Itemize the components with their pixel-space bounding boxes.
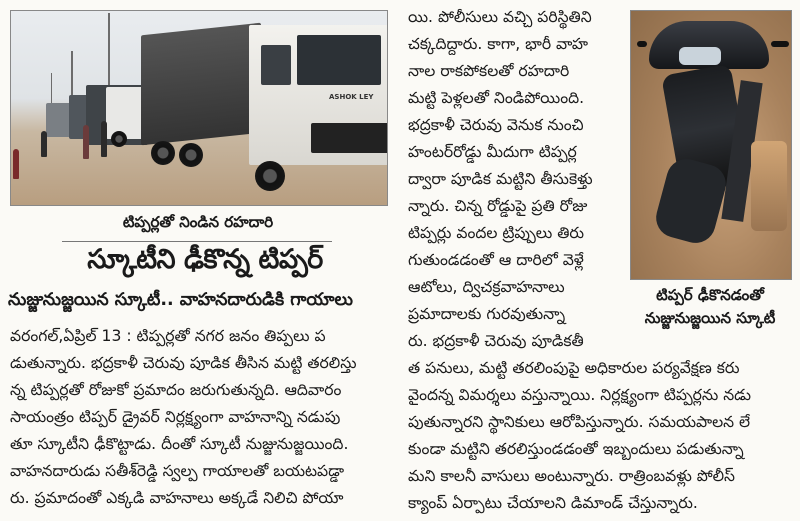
- body-line: ద్వారా పూడిక మట్టిని తీసుకెళ్తు: [408, 170, 593, 188]
- headline: స్కూటీని ఢీకొన్న టిప్పర్: [87, 244, 323, 275]
- body-line: నాల రాకపోకలతో రహదారి: [408, 62, 570, 80]
- body-line: చక్కదిద్దారు. కాగా, భారీ వాహ: [408, 35, 588, 53]
- body-line: మట్టి పెళ్లలతో నిండిపోయింది.: [408, 89, 585, 107]
- body-line: ఆటోలు, ద్విచక్రవాహనాలు: [408, 278, 565, 296]
- body-line: సాయంత్రం టిప్పర్ డ్రైవర్ నిర్లక్ష్యంగా వాహనాన్ని నడుపు: [10, 408, 341, 426]
- truck-plate: ASHOK LEY: [329, 93, 374, 101]
- body-line: న్న టిప్పర్లతో రోజుకో ప్రమాదం జరుగుతున్నది. ఆదివారం: [10, 381, 342, 399]
- body-line: మని కాలనీ వాసులు అంటున్నారు. రాత్రింబవళ్లు పోలీస్: [408, 467, 736, 485]
- scooter-caption-line-1: టిప్పర్ ఢీకొనడంతో: [656, 286, 764, 304]
- scooter-photo: [630, 10, 792, 280]
- body-line: డుతున్నారు. భద్రకాళీ చెరువు పూడిక తీసిన మట్టి తరలిస్తు: [10, 354, 357, 372]
- scooter-caption-line-2: నుజ్జునుజ్జయిన స్కూటీ: [644, 309, 776, 327]
- body-line: వరంగల్,ఏప్రిల్ 13 : టిప్పర్లతో నగర జనం తిప్పలు ప: [10, 327, 326, 345]
- body-line: టిప్పర్లు వందల ట్రిప్పులు తిరు: [408, 224, 585, 242]
- body-line: రు. భద్రకాళీ చెరువు పూడికతీ: [408, 332, 584, 350]
- body-line: వాహనదారుడు సతీశ్‌రెడ్డి స్వల్ప గాయాలతో బయటపడ్డా: [10, 462, 345, 480]
- trucks-caption: టిప్పర్లతో నిండిన రహదారి: [122, 213, 274, 231]
- body-line: పుతున్నారని స్థానికులు ఆరోపిస్తున్నారు. సమయపాలన లే: [408, 413, 751, 431]
- body-line: యి. పోలీసులు వచ్చి పరిస్థితిని: [408, 8, 592, 26]
- body-line: క్యాంప్ ఏర్పాటు చేయాలని డిమాండ్ చేస్తున్నారు.: [408, 494, 698, 512]
- body-line: త పనులు, మట్టి తరలింపుపై అధికారుల పర్యవేక్షణ కరు: [408, 359, 740, 377]
- subheadline: నుజ్జునుజ్జయిన స్కూటీ.. వాహనదారుడికి గాయాలు: [8, 290, 353, 310]
- body-line: గుతుండడంతో ఆ దారిలో వెళ్లే: [408, 251, 584, 269]
- body-line: న్నారు. చిన్న రోడ్డుపై ప్రతి రోజు: [408, 197, 588, 215]
- body-line: హంటర్‌రోడ్డు మీదుగా టిప్పర్ల: [408, 143, 577, 161]
- body-line: రు. ప్రమాదంతో ఎక్కడి వాహనాలు అక్కడే నిలిచి పోయా: [10, 489, 344, 507]
- body-line: తూ స్కూటీని ఢీకొట్టాడు. దీంతో స్కూటీ నుజ్జునుజ్జయింది.: [10, 435, 349, 453]
- body-line: కుండా మట్టిని తరలిస్తుండడంతో ఇబ్బందులు పడుతున్నా: [408, 440, 744, 458]
- trucks-photo: [10, 10, 388, 206]
- body-line: భద్రకాళీ చెరువు వెనుక నుంచి: [408, 116, 584, 134]
- body-line: ప్రమాదాలకు గురవుతున్నా: [408, 305, 566, 323]
- body-line: వైందన్న విమర్శలు వస్తున్నాయి. నిర్లక్ష్యంగా టిప్పర్లను నడు: [408, 386, 752, 404]
